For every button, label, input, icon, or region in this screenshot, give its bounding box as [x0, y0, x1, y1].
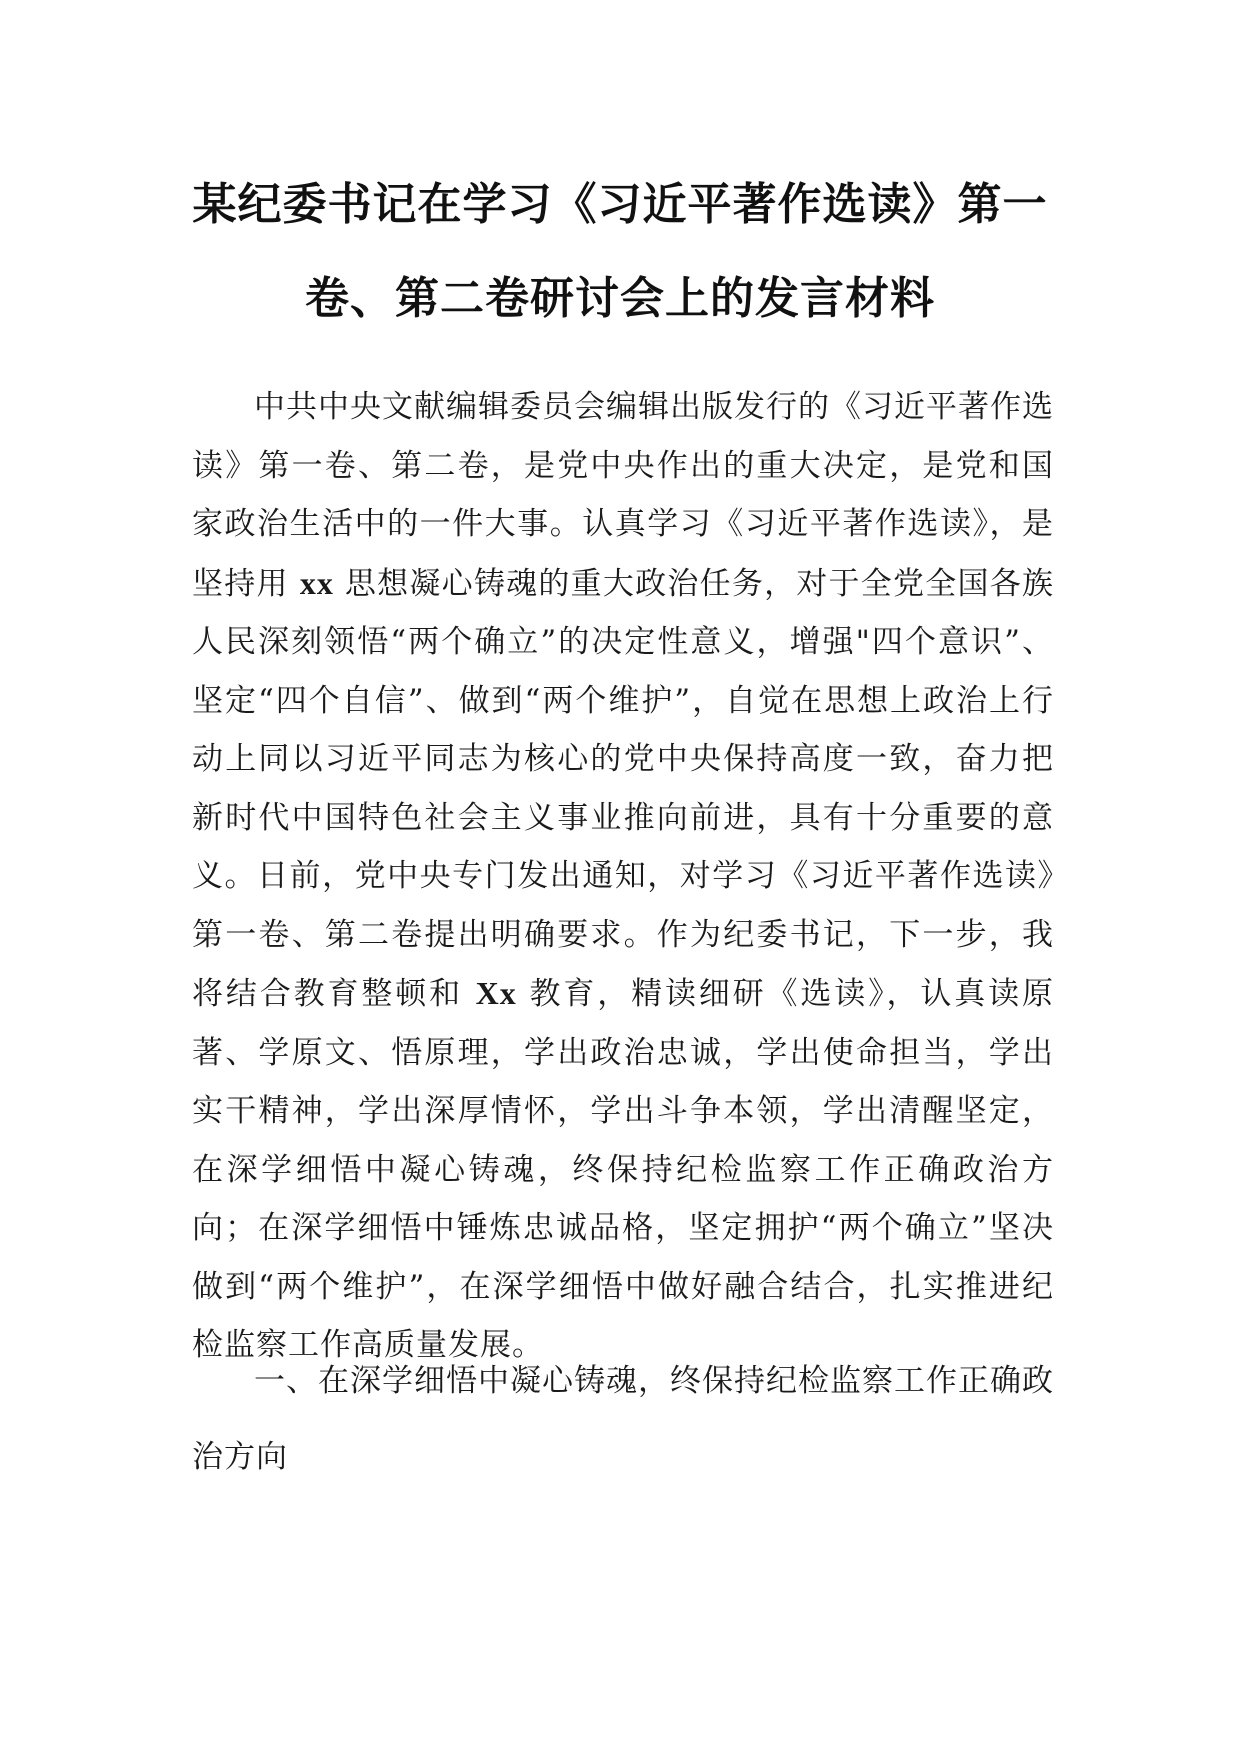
section-heading-1: 一、在深学细悟中凝心铸魂，终保持纪检监察工作正确政治方向: [192, 1363, 1054, 1475]
placeholder-xx: xx: [299, 564, 334, 601]
intro-text-1: 中共中央文献编辑委员会编辑出版发行的《习近平著作选读》第一卷、第二卷，是党中央作出的重大决定，是党和国家政治生活中的一件大事。认真学习《习近平著作选读》，是坚持用: [192, 389, 1054, 602]
document-title-line-2: 卷、第二卷研讨会上的发言材料: [305, 273, 935, 324]
intro-paragraph: [192, 378, 1054, 1375]
document-title-line-1: 某纪委书记在学习《习近平著作选读》第一: [192, 179, 1048, 230]
intro-text-3: 教育，精读细研《选读》，认真读原著、学原文、悟原理，学出政治忠诚，学出使命担当，学出实干精神，学出深厚情怀，学出斗争本领，学出清醒坚定，在深学细悟中凝心铸魂，终保持纪检监察工作正确政治方向；在深学细悟中锤炼忠诚品格，坚定拥护“两个确立”坚决做到“两个维护”，在深学细悟中做好融合结合，扎实推进纪检监察工作高质量发展。: [192, 976, 1054, 1363]
placeholder-Xx: Xx: [475, 975, 517, 1011]
intro-text-2: 思想凝心铸魂的重大政治任务，对于全党全国各族人民深刻领悟“两个确立”的决定性意义，增强"四个意识”、坚定“四个自信”、做到“两个维护”，自觉在思想上政治上行动上同以习近平同志为核心的党中央保持高度一致，奋力把新时代中国特色社会主义事业推向前进，具有十分重要的意义。日前，党中央专门发出通知，对学习《习近平著作选读》第一卷、第二卷提出明确要求。作为纪委书记，下一步，我将结合教育整顿和: [192, 565, 1054, 1012]
